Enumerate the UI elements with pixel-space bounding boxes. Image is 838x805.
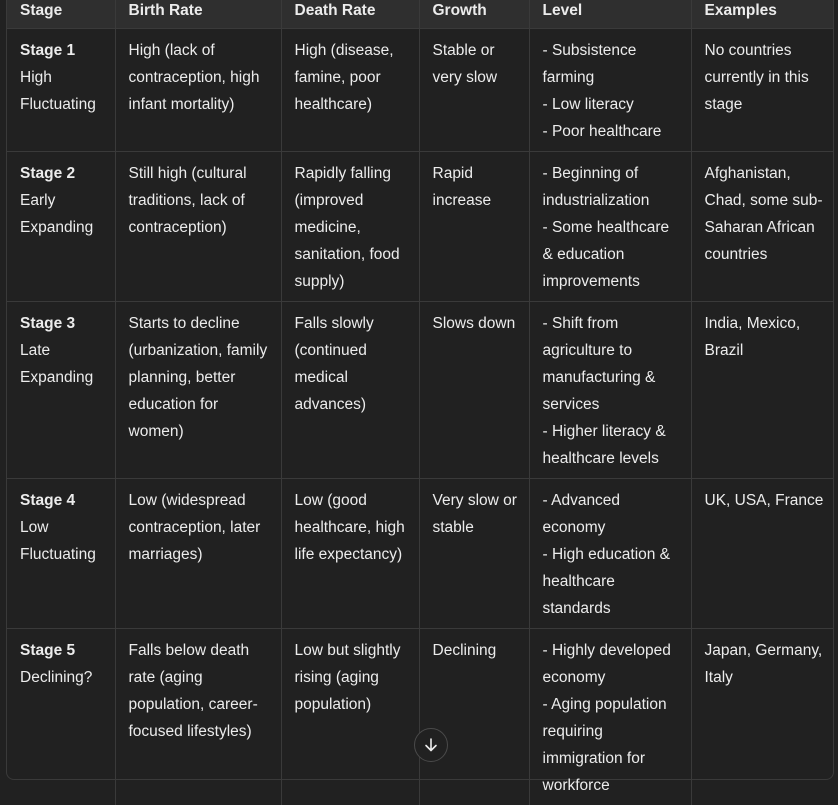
dtm-table-container	[6, 0, 834, 780]
level-cell	[529, 29, 691, 152]
stage-number: Stage 4	[20, 487, 107, 514]
level-item: - Higher literacy & healthcare levels	[543, 418, 683, 472]
birth-rate-cell: Still high (cultural traditions, lack of contraception)	[115, 152, 281, 302]
table-row	[7, 152, 833, 302]
death-rate-cell: High (disease, famine, poor healthcare)	[281, 29, 419, 152]
examples-cell: Afghanistan, Chad, some sub-Saharan African countries	[691, 152, 833, 302]
level-item: - Some healthcare & education improvements	[543, 214, 683, 295]
birth-rate-cell: Starts to decline (urbanization, family planning, better education for women)	[115, 302, 281, 479]
death-rate-cell: Falls slowly (continued medical advances)	[281, 302, 419, 479]
level-item: - High education & healthcare standards	[543, 541, 683, 622]
death-rate-cell: Low but slightly rising (aging population)	[281, 629, 419, 805]
level-item: - Aging population requiring immigration for workforce	[543, 691, 683, 799]
death-rate-cell: Rapidly falling (improved medicine, sanitation, food supply)	[281, 152, 419, 302]
birth-rate-cell: Low (widespread contraception, later marriages)	[115, 479, 281, 629]
column-header-stage: Stage	[7, 0, 115, 29]
examples-cell: UK, USA, France	[691, 479, 833, 629]
birth-rate-cell: High (lack of contraception, high infant mortality)	[115, 29, 281, 152]
level-cell	[529, 152, 691, 302]
level-item: - Subsistence farming	[543, 37, 683, 91]
level-item: - Highly developed economy	[543, 637, 683, 691]
growth-cell: Slows down	[419, 302, 529, 479]
death-rate-cell: Low (good healthcare, high life expectancy)	[281, 479, 419, 629]
stage-name: Late Expanding	[20, 337, 107, 391]
stage-name: Low Fluctuating	[20, 514, 107, 568]
growth-cell: Declining	[419, 629, 529, 805]
level-item: - Poor healthcare	[543, 118, 683, 145]
growth-cell: Rapid increase	[419, 152, 529, 302]
examples-cell: Japan, Germany, Italy	[691, 629, 833, 805]
stage-cell	[7, 152, 115, 302]
table-row	[7, 302, 833, 479]
arrow-down-icon	[423, 737, 439, 753]
stage-name: High Fluctuating	[20, 64, 107, 118]
stage-name: Early Expanding	[20, 187, 107, 241]
stage-cell	[7, 629, 115, 805]
stage-name: Declining?	[20, 664, 107, 691]
table-header-row	[7, 0, 833, 29]
stage-cell	[7, 479, 115, 629]
examples-cell: India, Mexico, Brazil	[691, 302, 833, 479]
level-cell	[529, 302, 691, 479]
table-row	[7, 479, 833, 629]
level-item: - Advanced economy	[543, 487, 683, 541]
level-item: - Shift from agriculture to manufacturing & services	[543, 310, 683, 418]
table-row	[7, 629, 833, 805]
demographic-transition-table	[7, 0, 833, 805]
stage-cell	[7, 29, 115, 152]
level-item: - Low literacy	[543, 91, 683, 118]
table-row	[7, 29, 833, 152]
column-header-growth: Growth	[419, 0, 529, 29]
level-cell	[529, 479, 691, 629]
level-item: - Beginning of industrialization	[543, 160, 683, 214]
level-cell	[529, 629, 691, 805]
scroll-to-bottom-button[interactable]	[414, 728, 448, 762]
stage-number: Stage 1	[20, 37, 107, 64]
stage-cell	[7, 302, 115, 479]
column-header-death-rate: Death Rate	[281, 0, 419, 29]
column-header-level: Level	[529, 0, 691, 29]
stage-number: Stage 5	[20, 637, 107, 664]
examples-cell: No countries currently in this stage	[691, 29, 833, 152]
column-header-examples: Examples	[691, 0, 833, 29]
growth-cell: Stable or very slow	[419, 29, 529, 152]
column-header-birth-rate: Birth Rate	[115, 0, 281, 29]
birth-rate-cell: Falls below death rate (aging population, career-focused lifestyles)	[115, 629, 281, 805]
stage-number: Stage 2	[20, 160, 107, 187]
growth-cell: Very slow or stable	[419, 479, 529, 629]
stage-number: Stage 3	[20, 310, 107, 337]
